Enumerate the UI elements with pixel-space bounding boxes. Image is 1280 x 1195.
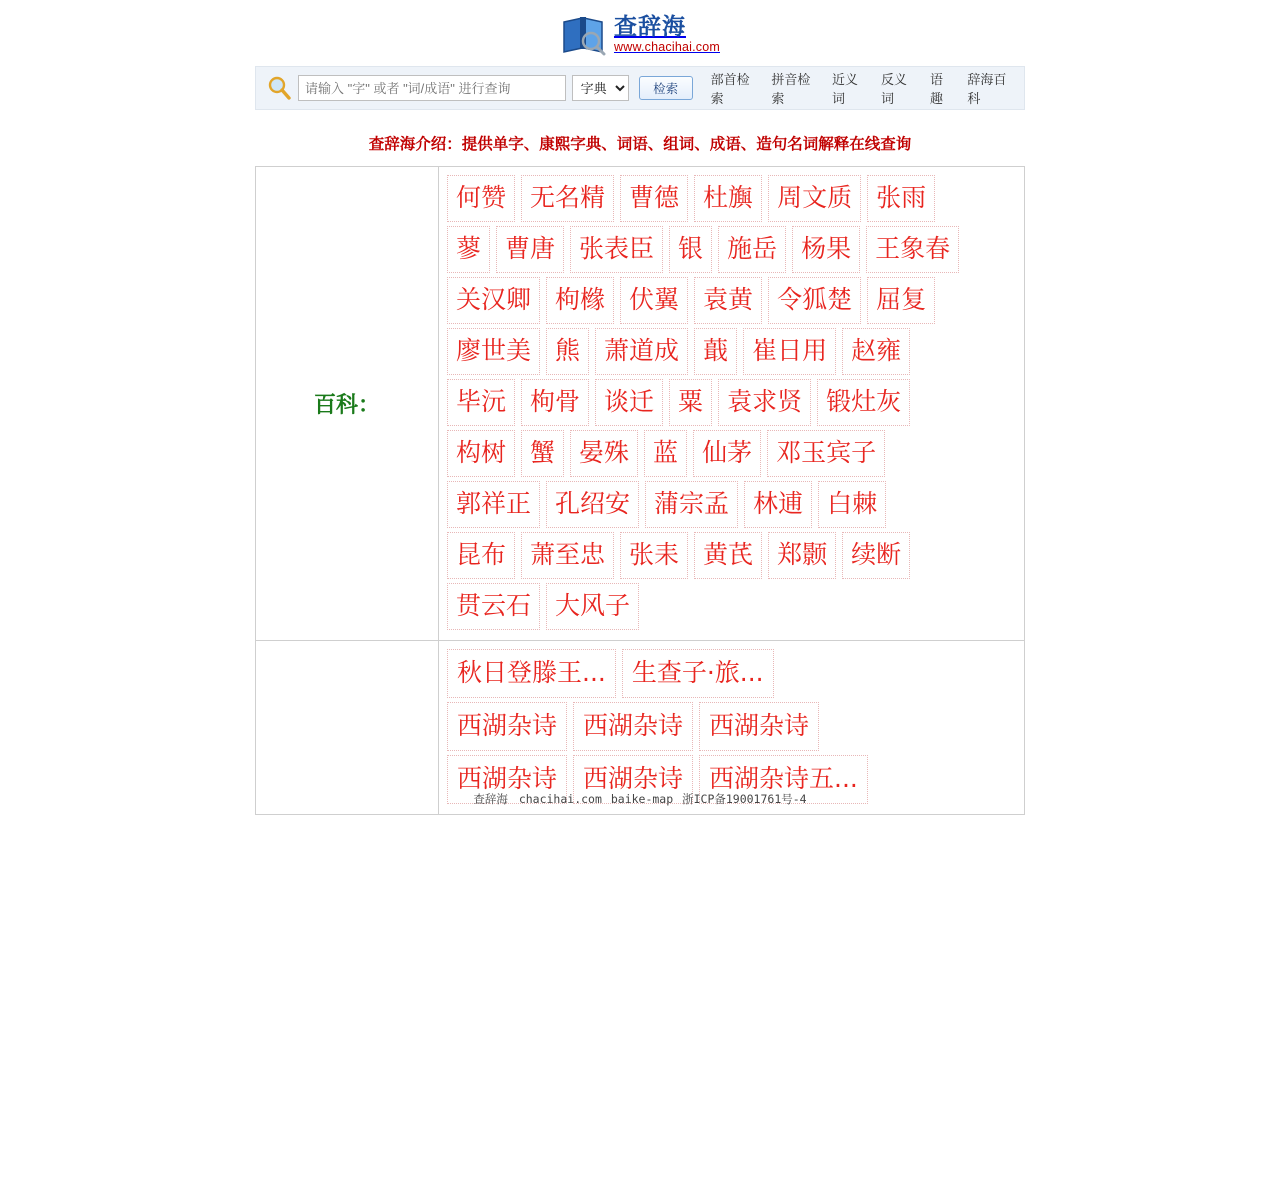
list-item[interactable]: 构树 xyxy=(447,430,515,477)
search-input[interactable] xyxy=(298,75,566,101)
list-item[interactable]: 林逋 xyxy=(744,481,812,528)
section-items-baike xyxy=(439,167,1025,641)
list-item[interactable]: 白棘 xyxy=(818,481,886,528)
list-item[interactable]: 昆布 xyxy=(447,532,515,579)
content-table xyxy=(255,166,1025,815)
list-item[interactable]: 袁黄 xyxy=(694,277,762,324)
list-item[interactable]: 关汉卿 xyxy=(447,277,540,324)
list-item[interactable]: 屈复 xyxy=(867,277,935,324)
list-item[interactable]: 萧至忠 xyxy=(521,532,614,579)
nav-link-synonym[interactable]: 近义词 xyxy=(831,72,858,106)
list-item[interactable]: 施岳 xyxy=(718,226,786,273)
list-item[interactable]: 枸橼 xyxy=(546,277,614,324)
nav-link-baike[interactable]: 辞海百科 xyxy=(967,72,1007,106)
list-item[interactable]: 谈迁 xyxy=(595,379,663,426)
item-rows xyxy=(447,175,1018,630)
nav-link-yuqu[interactable]: 语趣 xyxy=(929,72,943,106)
table-row xyxy=(256,641,1025,815)
nav-link-pinyin[interactable]: 拼音检索 xyxy=(771,72,811,106)
list-item[interactable]: 张耒 xyxy=(620,532,688,579)
item-row xyxy=(447,277,1018,324)
list-item[interactable]: 西湖杂诗 xyxy=(447,755,567,804)
list-item[interactable]: 伏翼 xyxy=(620,277,688,324)
item-row xyxy=(447,328,1018,375)
list-item[interactable]: 郑颢 xyxy=(768,532,836,579)
site-intro: 查辞海介绍：提供单字、康熙字典、词语、组词、成语、造句名词解释在线查询 xyxy=(368,135,912,153)
list-item[interactable]: 周文质 xyxy=(768,175,861,222)
list-item[interactable]: 贯云石 xyxy=(447,583,540,630)
nav-link-antonym[interactable]: 反义词 xyxy=(880,72,907,106)
list-item[interactable]: 令狐楚 xyxy=(768,277,861,324)
search-button[interactable]: 检索 xyxy=(639,76,693,100)
list-item[interactable]: 张表臣 xyxy=(570,226,663,273)
item-rows xyxy=(447,649,1018,804)
list-item[interactable]: 廖世美 xyxy=(447,328,540,375)
list-item[interactable]: 赵雍 xyxy=(842,328,910,375)
item-row xyxy=(447,702,1018,751)
footer-domain: chacihai.com xyxy=(518,792,602,806)
list-item[interactable]: 毕沅 xyxy=(447,379,515,426)
page-footer xyxy=(0,791,1280,807)
list-item[interactable]: 张雨 xyxy=(867,175,935,222)
list-item[interactable]: 粟 xyxy=(669,379,712,426)
site-header xyxy=(0,0,1280,56)
list-item[interactable]: 蒲宗孟 xyxy=(645,481,738,528)
list-item[interactable]: 何赞 xyxy=(447,175,515,222)
search-bar xyxy=(255,66,1025,110)
list-item[interactable]: 蓼 xyxy=(447,226,490,273)
site-url: www.chacihai.com xyxy=(613,39,720,54)
list-item[interactable]: 西湖杂诗 xyxy=(573,702,693,751)
list-item[interactable]: 生查子·旅... xyxy=(622,649,774,698)
section-label-poems xyxy=(256,641,439,815)
list-item[interactable]: 枸骨 xyxy=(521,379,589,426)
list-item[interactable]: 锻灶灰 xyxy=(817,379,910,426)
list-item[interactable]: 蓝 xyxy=(644,430,687,477)
list-item[interactable]: 杜旟 xyxy=(694,175,762,222)
footer-icp: 浙ICP备19001761号-4 xyxy=(682,792,807,806)
list-item[interactable]: 续断 xyxy=(842,532,910,579)
list-item[interactable]: 蟹 xyxy=(521,430,564,477)
search-icon xyxy=(266,75,292,101)
list-item[interactable]: 郭祥正 xyxy=(447,481,540,528)
list-item[interactable]: 孔绍安 xyxy=(546,481,639,528)
list-item[interactable]: 王象春 xyxy=(866,226,959,273)
list-item[interactable]: 熊 xyxy=(546,328,589,375)
item-row xyxy=(447,532,1018,579)
search-type-select[interactable] xyxy=(572,75,629,101)
list-item[interactable]: 西湖杂诗 xyxy=(699,702,819,751)
list-item[interactable]: 袁求贤 xyxy=(718,379,811,426)
list-item[interactable]: 西湖杂诗 xyxy=(447,702,567,751)
list-item[interactable]: 邓玉宾子 xyxy=(767,430,885,477)
list-item[interactable]: 银 xyxy=(669,226,712,273)
item-row xyxy=(447,649,1018,698)
site-logo-text xyxy=(614,15,720,54)
list-item[interactable]: 曹唐 xyxy=(496,226,564,273)
book-icon xyxy=(560,14,606,56)
list-item[interactable]: 西湖杂诗 xyxy=(573,755,693,804)
list-item[interactable]: 秋日登滕王... xyxy=(447,649,616,698)
list-item[interactable]: 萧道成 xyxy=(595,328,688,375)
list-item[interactable]: 无名精 xyxy=(521,175,614,222)
list-item[interactable]: 晏殊 xyxy=(570,430,638,477)
item-row xyxy=(447,430,1018,477)
header-nav xyxy=(711,69,1014,107)
item-row xyxy=(447,226,1018,273)
section-label-baike: 百科： xyxy=(256,167,439,641)
table-row xyxy=(256,167,1025,641)
site-logo-link[interactable] xyxy=(560,14,720,56)
list-item[interactable]: 蕺 xyxy=(694,328,737,375)
nav-link-radical[interactable]: 部首检索 xyxy=(710,72,750,106)
item-row xyxy=(447,481,1018,528)
list-item[interactable]: 黄芪 xyxy=(694,532,762,579)
item-row xyxy=(447,379,1018,426)
site-title: 查辞海 xyxy=(613,14,686,41)
list-item[interactable]: 崔日用 xyxy=(743,328,836,375)
item-row xyxy=(447,583,1018,630)
footer-site-name: 查辞海 xyxy=(473,792,508,806)
list-item[interactable]: 大风子 xyxy=(546,583,639,630)
list-item[interactable]: 杨果 xyxy=(792,226,860,273)
section-items-poems xyxy=(439,641,1025,815)
list-item[interactable]: 西湖杂诗五... xyxy=(699,755,868,804)
list-item[interactable]: 曹德 xyxy=(620,175,688,222)
item-row xyxy=(447,175,1018,222)
footer-map-link[interactable]: baike-map xyxy=(610,792,674,806)
list-item[interactable]: 仙茅 xyxy=(693,430,761,477)
